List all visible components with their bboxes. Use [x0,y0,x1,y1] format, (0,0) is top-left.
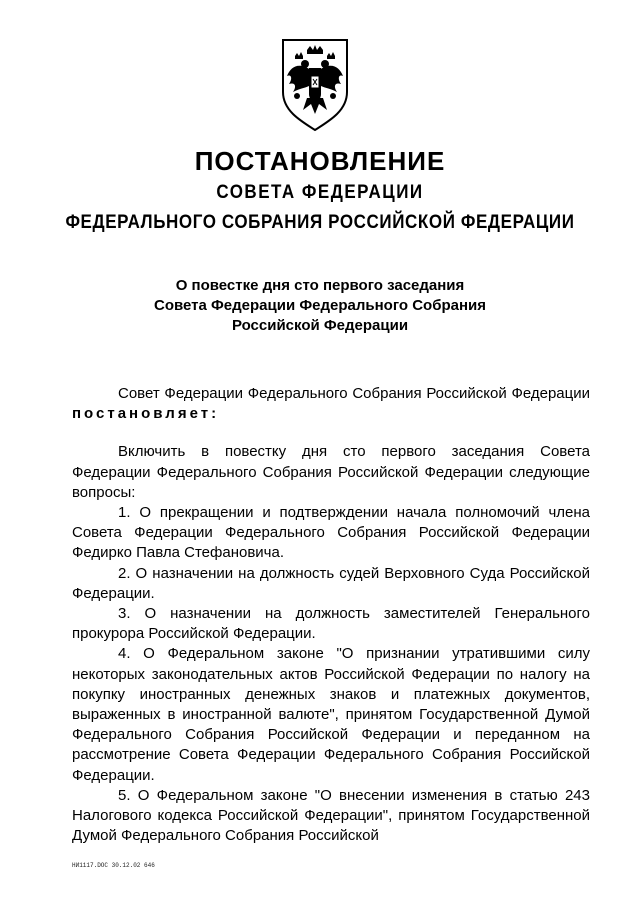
preamble-resolves: постановляет: [72,405,220,423]
agenda-item: 3. О назначении на должность заместителей Генерального прокурора Российской Федерации. [72,605,590,643]
issuer-line-2: ФЕДЕРАЛЬНОГО СОБРАНИЯ РОССИЙСКОЙ ФЕДЕРАЦИИ [65,210,575,233]
preamble-text: Совет Федерации Федерального Собрания Российской Федерации [118,385,590,402]
subject-line-2: Совета Федерации Федерального Собрания [153,297,487,314]
russian-coat-of-arms-icon [277,36,353,134]
agenda-item: 5. О Федеральном законе "О внесении изменения в статью 243 Налогового кодекса Российской Федерации", принятом Государственной Думой Федерального Собрания Российской [72,786,590,845]
document-footer-code: НИ1117.DOC 30.12.02 646 [72,862,155,869]
preamble-paragraph [72,384,590,424]
document-subject [0,276,640,336]
issuer-line-1: СОВЕТА ФЕДЕРАЦИИ [216,180,424,203]
agenda-item: 2. О назначении на должность судей Верховного Суда Российской Федерации. [72,564,590,602]
subject-line-3: Российской Федерации [231,317,409,334]
agenda-item: 4. О Федеральном законе "О признании утратившими силу некоторых законодательных актов Российской Федерации по налогу на покупку иностранных денежных знаков и платежных документов, выраженных в иностранной валюте", принятом Государственной Думой Федерального Собрания Российской Федерации и переданном на рассмотрение Совета Федерации Федерального Собрания Российской Федерации. [72,645,590,784]
document-title: ПОСТАНОВЛЕНИЕ [194,146,446,176]
document-body [72,384,590,846]
intro-paragraph: Включить в повестку дня сто первого заседания Совета Федерации Федерального Собрания Российской Федерации следующие вопросы: [72,443,590,501]
subject-line-1: О повестке дня сто первого заседания [175,277,465,294]
agenda-item: 1. О прекращении и подтверждении начала полномочий члена Совета Федерации Федерального Собрания Российской Федерации Федирко Павла Стефановича. [72,504,590,562]
